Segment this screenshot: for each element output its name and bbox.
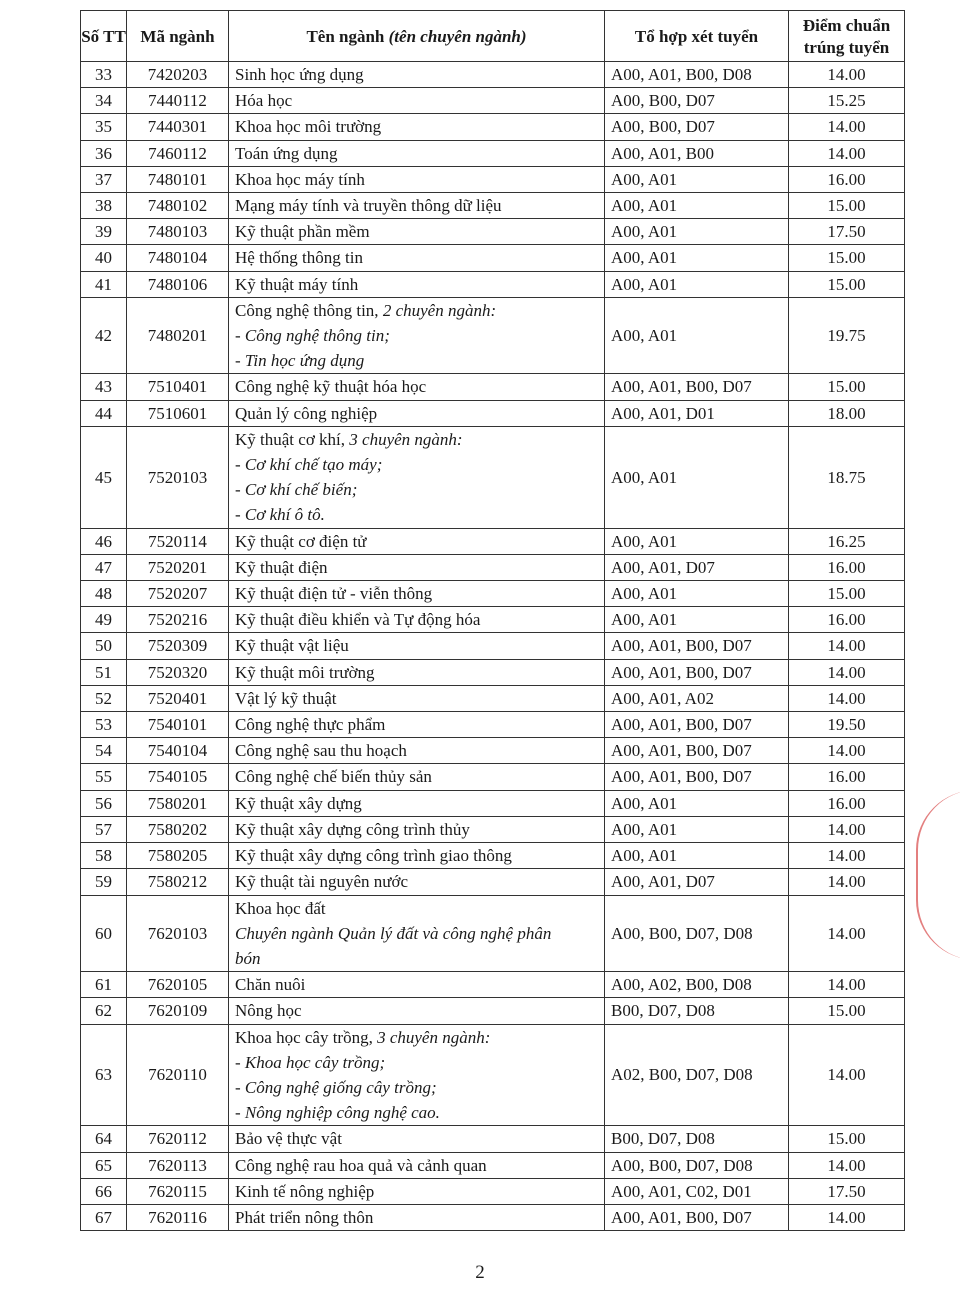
row-combo: A00, A01 [605,790,789,816]
row-score: 14.00 [789,972,905,998]
row-name-specialization: - Cơ khí ô tô. [235,505,325,525]
row-name-spec-count: 3 chuyên ngành: [377,1027,491,1047]
row-score: 15.00 [789,193,905,219]
table-row [81,972,905,998]
row-score: 14.00 [789,633,905,659]
row-name-title [235,427,604,452]
row-stt: 40 [81,245,127,271]
header-name [229,11,605,62]
row-stt: 55 [81,764,127,790]
page-number: 2 [475,1262,485,1283]
row-name [229,895,605,972]
row-score: 16.00 [789,607,905,633]
header-code: Mã ngành [127,11,229,62]
row-code: 7540101 [127,712,229,738]
table-row [81,166,905,192]
row-score: 16.00 [789,166,905,192]
row-name-spec-count: 3 chuyên ngành: [349,429,463,449]
row-stt: 51 [81,659,127,685]
row-score: 14.00 [789,1024,905,1126]
row-name: Công nghệ chế biến thủy sản [229,764,605,790]
row-name-main: Công nghệ thông tin, [235,300,383,320]
row-score: 19.50 [789,712,905,738]
row-score: 18.75 [789,426,905,528]
row-combo: A00, A01, B00 [605,140,789,166]
row-name-specialization: - Công nghệ thông tin; [235,326,390,346]
row-score: 15.00 [789,245,905,271]
table-row [81,426,905,528]
row-score: 14.00 [789,738,905,764]
header-combo: Tổ hợp xét tuyển [605,11,789,62]
table-row [81,271,905,297]
row-name: Kỹ thuật tài nguyên nước [229,869,605,895]
row-stt: 43 [81,374,127,400]
row-code: 7420203 [127,62,229,88]
table-row [81,843,905,869]
row-code: 7620115 [127,1178,229,1204]
row-combo: A00, A01, B00, D07 [605,633,789,659]
row-combo: A00, B00, D07, D08 [605,895,789,972]
row-combo: A00, A01 [605,193,789,219]
table-row [81,114,905,140]
row-name-specialization: - Công nghệ giống cây trồng; [235,1077,437,1097]
row-code: 7510401 [127,374,229,400]
row-name: Khoa học máy tính [229,166,605,192]
row-stt: 54 [81,738,127,764]
row-code: 7480103 [127,219,229,245]
row-score: 15.00 [789,998,905,1024]
header-stt: Số TT [81,11,127,62]
row-score: 14.00 [789,895,905,972]
row-code: 7480201 [127,297,229,374]
row-score: 15.00 [789,374,905,400]
row-combo: A00, A01 [605,426,789,528]
row-stt: 56 [81,790,127,816]
row-stt: 47 [81,554,127,580]
row-score: 17.50 [789,1178,905,1204]
row-combo: A02, B00, D07, D08 [605,1024,789,1126]
row-score: 15.00 [789,271,905,297]
table-row [81,633,905,659]
table-row [81,685,905,711]
table-row [81,62,905,88]
row-combo: A00, A01, B00, D07 [605,738,789,764]
row-combo: A00, A01 [605,219,789,245]
row-code: 7440112 [127,88,229,114]
header-score: Điểm chuẩn trúng tuyển [789,11,905,62]
row-score: 17.50 [789,219,905,245]
row-combo: A00, A01, D01 [605,400,789,426]
row-name: Nông học [229,998,605,1024]
row-code: 7480102 [127,193,229,219]
row-stt: 57 [81,816,127,842]
row-name: Công nghệ rau hoa quả và cảnh quan [229,1152,605,1178]
table-row [81,869,905,895]
row-name-main: Kỹ thuật cơ khí, [235,429,350,449]
row-combo: A00, A01, D07 [605,554,789,580]
table-body [81,62,905,1231]
red-stamp-fragment [916,790,960,960]
row-stt: 39 [81,219,127,245]
row-score: 15.25 [789,88,905,114]
row-score: 19.75 [789,297,905,374]
row-code: 7520401 [127,685,229,711]
row-score: 15.00 [789,581,905,607]
row-combo: A00, A01 [605,297,789,374]
header-name-italic: (tên chuyên ngành) [388,27,527,46]
row-combo: A00, A01, B00, D07 [605,1204,789,1230]
row-name: Kỹ thuật xây dựng [229,790,605,816]
table-row [81,1126,905,1152]
row-stt: 35 [81,114,127,140]
row-stt: 44 [81,400,127,426]
row-score: 18.00 [789,400,905,426]
row-name: Kỹ thuật xây dựng công trình thủy [229,816,605,842]
row-code: 7580202 [127,816,229,842]
table-row [81,297,905,374]
row-code: 7520216 [127,607,229,633]
row-combo: A00, A01 [605,166,789,192]
row-score: 16.00 [789,554,905,580]
table-row [81,790,905,816]
row-name: Phát triển nông thôn [229,1204,605,1230]
row-combo: A00, B00, D07 [605,114,789,140]
row-combo: B00, D07, D08 [605,1126,789,1152]
row-name: Kỹ thuật điều khiển và Tự động hóa [229,607,605,633]
row-combo: A00, A02, B00, D08 [605,972,789,998]
table-row [81,998,905,1024]
row-stt: 33 [81,62,127,88]
row-combo: A00, A01, B00, D07 [605,659,789,685]
row-score: 14.00 [789,140,905,166]
table-row [81,245,905,271]
row-code: 7480101 [127,166,229,192]
row-name: Kỹ thuật máy tính [229,271,605,297]
row-code: 7580201 [127,790,229,816]
row-combo: A00, A01 [605,581,789,607]
row-name-specialization: - Cơ khí chế biến; [235,480,358,500]
row-stt: 67 [81,1204,127,1230]
row-name: Bảo vệ thực vật [229,1126,605,1152]
row-name-specialization: - Tin học ứng dụng [235,351,365,371]
row-stt: 52 [81,685,127,711]
row-score: 14.00 [789,659,905,685]
row-code: 7520103 [127,426,229,528]
row-code: 7620112 [127,1126,229,1152]
row-name: Kỹ thuật vật liệu [229,633,605,659]
row-combo: A00, A01 [605,843,789,869]
table-row [81,581,905,607]
table-row [81,1152,905,1178]
row-name: Kỹ thuật điện tử - viễn thông [229,581,605,607]
row-stt: 59 [81,869,127,895]
row-stt: 46 [81,528,127,554]
row-combo: A00, A01, B00, D07 [605,712,789,738]
row-name: Toán ứng dụng [229,140,605,166]
row-combo: A00, A01 [605,245,789,271]
row-stt: 36 [81,140,127,166]
row-name: Công nghệ kỹ thuật hóa học [229,374,605,400]
row-score: 14.00 [789,843,905,869]
row-code: 7480106 [127,271,229,297]
row-stt: 45 [81,426,127,528]
row-name: Chăn nuôi [229,972,605,998]
row-name: Hóa học [229,88,605,114]
row-score: 16.25 [789,528,905,554]
row-score: 16.00 [789,790,905,816]
table-row [81,738,905,764]
row-name-spec-count: 2 chuyên ngành: [382,300,497,320]
row-name-title [235,298,604,323]
row-stt: 53 [81,712,127,738]
row-name-specialization: - Cơ khí chế tạo máy; [235,455,383,475]
table-row [81,895,905,972]
row-score: 14.00 [789,685,905,711]
table-row [81,764,905,790]
row-score: 14.00 [789,62,905,88]
row-combo: A00, B00, D07 [605,88,789,114]
table-row [81,219,905,245]
row-score: 14.00 [789,1204,905,1230]
row-combo: A00, A01, A02 [605,685,789,711]
row-score: 14.00 [789,816,905,842]
row-code: 7620109 [127,998,229,1024]
row-code: 7620113 [127,1152,229,1178]
row-stt: 58 [81,843,127,869]
row-name: Kinh tế nông nghiệp [229,1178,605,1204]
row-stt: 37 [81,166,127,192]
row-stt: 62 [81,998,127,1024]
table-header-row [81,11,905,62]
admission-score-table [80,10,905,1231]
row-code: 7440301 [127,114,229,140]
row-code: 7620116 [127,1204,229,1230]
table-row [81,607,905,633]
row-combo: A00, B00, D07, D08 [605,1152,789,1178]
row-name [229,426,605,528]
row-code: 7480104 [127,245,229,271]
row-code: 7520320 [127,659,229,685]
table-row [81,554,905,580]
row-name: Hệ thống thông tin [229,245,605,271]
row-stt: 60 [81,895,127,972]
row-code: 7540104 [127,738,229,764]
row-stt: 42 [81,297,127,374]
table-row [81,712,905,738]
table-row [81,140,905,166]
row-stt: 48 [81,581,127,607]
header-name-main: Tên ngành [306,27,389,46]
row-name-specialization: - Khoa học cây trồng; [235,1052,386,1072]
row-combo: A00, A01, D07 [605,869,789,895]
admission-score-table-sheet [80,10,904,1231]
row-name-main: Khoa học đất [235,898,326,918]
row-name: Công nghệ thực phẩm [229,712,605,738]
row-name: Kỹ thuật điện [229,554,605,580]
row-stt: 66 [81,1178,127,1204]
row-combo: A00, A01, C02, D01 [605,1178,789,1204]
row-stt: 34 [81,88,127,114]
row-code: 7580205 [127,843,229,869]
row-score: 14.00 [789,869,905,895]
row-name: Kỹ thuật môi trường [229,659,605,685]
row-combo: A00, A01, B00, D07 [605,764,789,790]
row-stt: 64 [81,1126,127,1152]
table-row [81,528,905,554]
row-code: 7520207 [127,581,229,607]
row-score: 14.00 [789,114,905,140]
row-code: 7620110 [127,1024,229,1126]
row-combo: A00, A01, B00, D08 [605,62,789,88]
row-code: 7520114 [127,528,229,554]
table-row [81,1204,905,1230]
row-stt: 49 [81,607,127,633]
row-code: 7540105 [127,764,229,790]
row-score: 14.00 [789,1152,905,1178]
row-name: Công nghệ sau thu hoạch [229,738,605,764]
row-stt: 63 [81,1024,127,1126]
table-row [81,374,905,400]
row-name: Sinh học ứng dụng [229,62,605,88]
row-name: Khoa học môi trường [229,114,605,140]
row-name: Kỹ thuật cơ điện tử [229,528,605,554]
row-name-title [235,1025,604,1050]
table-row [81,1024,905,1126]
table-row [81,88,905,114]
row-code: 7460112 [127,140,229,166]
row-name-specialization: Chuyên ngành Quản lý đất và công nghệ phân [235,923,552,943]
row-code: 7520309 [127,633,229,659]
row-name: Vật lý kỹ thuật [229,685,605,711]
row-code: 7510601 [127,400,229,426]
row-name-specialization: bón [235,948,261,968]
row-code: 7620105 [127,972,229,998]
row-stt: 61 [81,972,127,998]
row-combo: A00, A01 [605,816,789,842]
row-score: 15.00 [789,1126,905,1152]
row-name-specialization: - Nông nghiệp công nghệ cao. [235,1103,440,1123]
row-combo: A00, A01 [605,607,789,633]
table-row [81,1178,905,1204]
row-name [229,297,605,374]
row-code: 7580212 [127,869,229,895]
row-stt: 38 [81,193,127,219]
row-combo: A00, A01 [605,528,789,554]
row-name: Kỹ thuật phần mềm [229,219,605,245]
row-name-main: Khoa học cây trồng, [235,1027,378,1047]
row-stt: 41 [81,271,127,297]
row-stt: 65 [81,1152,127,1178]
row-name: Kỹ thuật xây dựng công trình giao thông [229,843,605,869]
row-name: Quản lý công nghiệp [229,400,605,426]
row-combo: B00, D07, D08 [605,998,789,1024]
row-combo: A00, A01, B00, D07 [605,374,789,400]
row-combo: A00, A01 [605,271,789,297]
table-row [81,659,905,685]
table-row [81,193,905,219]
row-name: Mạng máy tính và truyền thông dữ liệu [229,193,605,219]
row-name [229,1024,605,1126]
row-score: 16.00 [789,764,905,790]
row-code: 7520201 [127,554,229,580]
row-stt: 50 [81,633,127,659]
table-row [81,400,905,426]
table-row [81,816,905,842]
row-code: 7620103 [127,895,229,972]
